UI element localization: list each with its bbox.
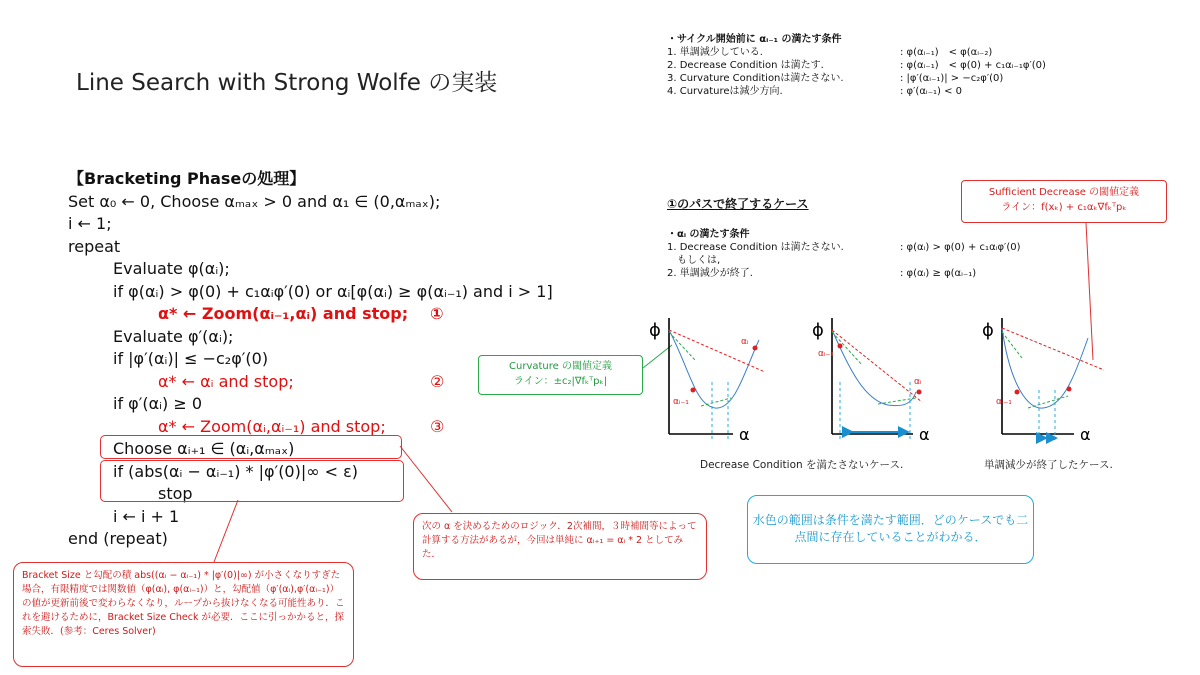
alpha-label: α [919, 425, 930, 444]
alpha-label: α [1080, 425, 1091, 444]
phi-label: ϕ [649, 320, 661, 341]
preconditions-header: ・サイクル開始前に αᵢ₋₁ の満たす条件 [667, 34, 842, 45]
algo-line-text: α* ← αᵢ and stop; [158, 371, 294, 391]
point-ai1 [838, 344, 843, 349]
sufficient-decrease-line [1002, 328, 1104, 370]
algorithm-heading: 【Bracketing Phaseの処理】 [68, 169, 306, 188]
case1-formula: : φ(αᵢ) ≥ φ(αᵢ₋₁) [900, 268, 977, 279]
case1-conditions [667, 228, 1021, 280]
phi-label: ϕ [812, 320, 824, 341]
curvature-title: Curvature の閾値定義 [509, 361, 612, 372]
algo-line-text: α* ← Zoom(αᵢ,αᵢ₋₁) and stop; [158, 416, 386, 436]
plot-1 [649, 318, 765, 444]
sufficient-decrease-line [832, 330, 922, 402]
caption-left: Decrease Condition を満たさないケース. [700, 459, 904, 471]
algo-line: i ← 1; [68, 214, 112, 233]
sufficient-threshold-note [961, 180, 1167, 223]
curvature-line [832, 332, 862, 365]
sufficient-decrease-line [669, 330, 765, 372]
precondition-formula: : φ(αᵢ₋₁) < φ(αᵢ₋₂) [900, 47, 993, 58]
ai-label: αᵢ [914, 377, 922, 387]
plot-3 [982, 318, 1104, 444]
precondition-label: 1. 単調減少している. [667, 47, 763, 58]
precondition-label: 3. Curvature Conditionは満たさない. [667, 73, 844, 84]
objective-curve [1002, 328, 1088, 408]
algo-line: repeat [68, 236, 121, 256]
algo-line: Set α₀ ← 0, Choose αₘₐₓ > 0 and α₁ ∈ (0,αₘₐₓ); [68, 191, 441, 211]
phi-label: ϕ [982, 320, 994, 341]
ai-label: αᵢ [741, 337, 749, 347]
ai1-label: αᵢ₋₁ [673, 397, 689, 407]
plots [649, 310, 1115, 460]
case1-formula: : φ(αᵢ) > φ(0) + c₁αᵢφ′(0) [900, 242, 1021, 253]
connector-line [214, 500, 238, 562]
objective-curve [832, 330, 916, 406]
sufficient-title: Sufficient Decrease の閾値定義 [988, 187, 1140, 198]
point-ai [917, 390, 922, 395]
range-note: 水色の範囲は条件を満たす範囲．どのケースでも二点間に存在していることがわかる． [747, 495, 1034, 564]
plot-2 [812, 318, 930, 444]
point-ai1 [1015, 390, 1020, 395]
bracket-size-note: Bracket Size と勾配の積 abs((αᵢ − αᵢ₋₁) * |φ′(0)|∞) が小さくなりすぎた場合，有限精度では関数値（φ(αᵢ), φ(αᵢ₋₁)）と，勾配値（φ′(αᵢ),φ′(αᵢ₋₁)）の値が更新前後で変わらなくなり，ループから抜けなくなる可能性あり．これを避けるために，Bracket Size Check が必要．ここに引っかかると，探索失敗．(参考：Ceres Solver) [13, 562, 354, 667]
point-ai1 [691, 388, 696, 393]
case1-sub: ・αᵢ の満たす条件 [667, 229, 750, 240]
algo-line: if |φ′(αᵢ)| ≤ −c₂φ′(0) [113, 349, 269, 368]
case1-label: もしくは, [677, 255, 721, 266]
precondition-label: 4. Curvatureは減少方向. [667, 86, 783, 97]
connector-line [400, 446, 452, 512]
algo-line: end (repeat) [68, 529, 168, 548]
curvature-threshold-note [478, 355, 643, 395]
page-title: Line Search with Strong Wolfe の実装 [76, 70, 498, 96]
curvature-line [1028, 396, 1068, 408]
sufficient-line: ライン：f(xₖ) + c₁αₖ∇fₖᵀpₖ [1001, 202, 1127, 213]
precondition-formula: : φ(αᵢ₋₁) < φ(0) + c₁αᵢ₋₁φ′(0) [900, 60, 1046, 71]
marker-1: ① [430, 304, 444, 323]
next-alpha-note: 次の α を決めるためのロジック．2次補間，３時補間等によって計算する方法があるが，今回は単純に αᵢ₊₁ = αᵢ * 2 としてみた． [413, 513, 707, 580]
caption-right: 単調減少が終了したケース. [984, 459, 1113, 471]
algo-line: Choose αᵢ₊₁ ∈ (αᵢ,αₘₐₓ) [113, 439, 295, 458]
algo-line: Evaluate φ′(αᵢ); [113, 326, 234, 346]
algo-line: Evaluate φ(αᵢ); [113, 259, 230, 278]
ai1-label: αᵢ₋₁ [996, 397, 1012, 407]
point-ai [753, 346, 758, 351]
alpha-label: α [739, 425, 750, 444]
curvature-line [701, 398, 731, 406]
point-ai [1067, 387, 1072, 392]
algo-line: stop [158, 484, 193, 503]
algo-line: if φ(αᵢ) > φ(0) + c₁αᵢφ′(0) or αᵢ[φ(αᵢ) ≥ φ(αᵢ₋₁) and i > 1] [113, 281, 553, 301]
algo-line-text: α* ← Zoom(αᵢ₋₁,αᵢ) and stop; [158, 304, 409, 323]
precondition-label: 2. Decrease Condition は満たす. [667, 60, 824, 71]
marker-3: ③ [430, 416, 445, 436]
case1-label: 2. 単調減少が終了. [667, 268, 753, 279]
ai1-label: αᵢ₋₁ [818, 349, 834, 359]
precondition-formula: : |φ′(αᵢ₋₁)| > −c₂φ′(0) [900, 73, 1004, 84]
marker-2: ② [430, 371, 445, 391]
algo-line: if φ′(αᵢ) ≥ 0 [113, 394, 202, 413]
case1-label: 1. Decrease Condition は満たさない. [667, 242, 844, 253]
curvature-line [669, 332, 695, 360]
algo-line: if (abs(αᵢ − αᵢ₋₁) * |φ′(0)|∞ < ε) [113, 461, 359, 481]
curvature-line: ライン：±c₂|∇fₖᵀpₖ| [513, 376, 608, 387]
algo-line: i ← i + 1 [113, 506, 180, 526]
case1-heading: ①のパスで終了するケース [667, 197, 809, 211]
precondition-formula: : φ′(αᵢ₋₁) < 0 [900, 86, 962, 97]
